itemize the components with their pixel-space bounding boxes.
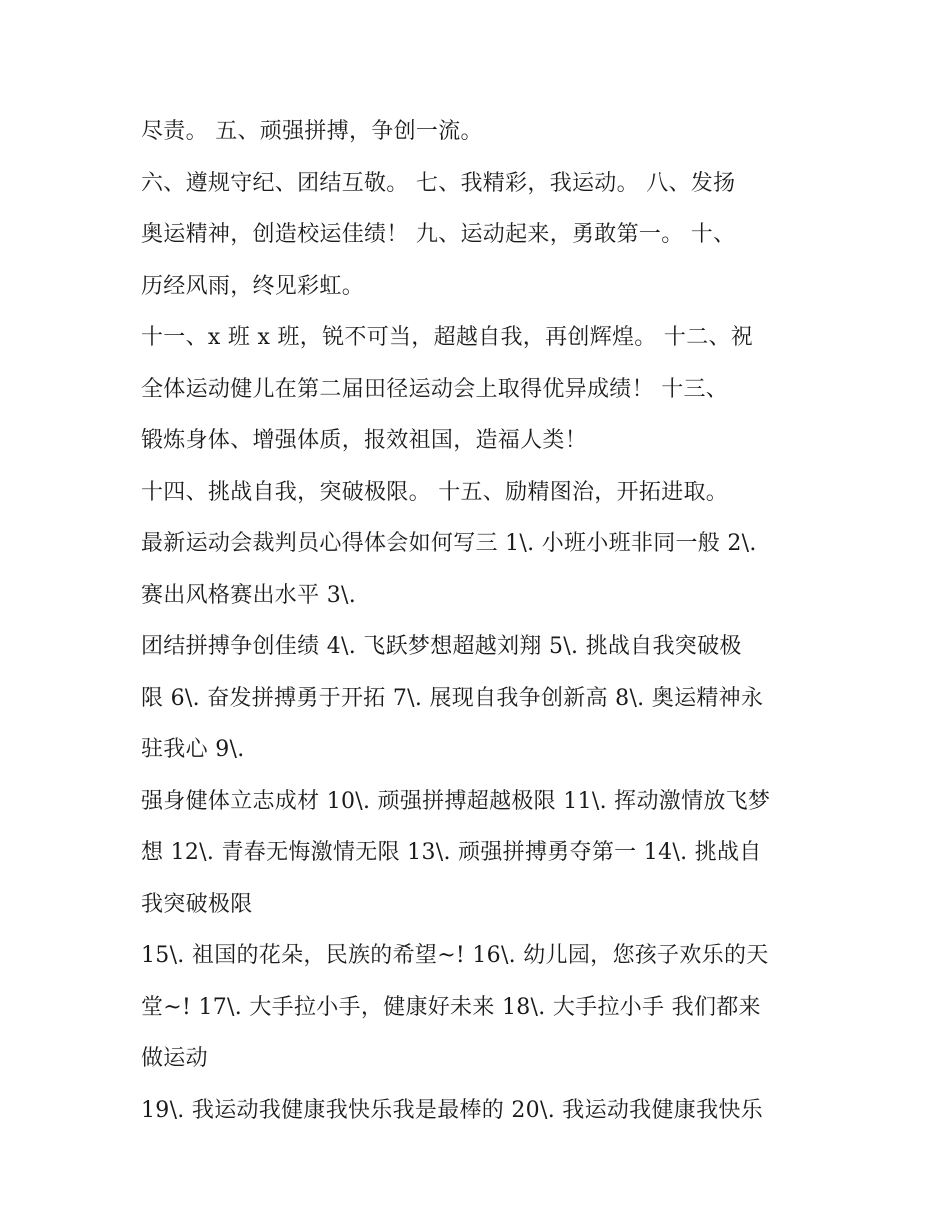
text-line: 赛出风格赛出水平 3\. [141,582,356,608]
text-line: 团结拼搏争创佳绩 4\. 飞跃梦想超越刘翔 5\. 挑战自我突破极 [141,634,742,659]
text-line: 十一、x 班 x 班，锐不可当，超越自我，再创辉煌。 十二、祝 [141,325,754,350]
text-line: 锻炼身体、增强体质，报效祖国，造福人类！ [141,428,588,453]
text-line: 堂~! 17\. 大手拉小手，健康好未来 18\. 大手拉小手 我们都来 [141,994,761,1020]
text-line: 19\. 我运动我健康我快乐我是最棒的 20\. 我运动我健康我快乐 [141,1097,763,1123]
text-line: 做运动 [141,1046,208,1071]
text-line: 驻我心 9\. [141,737,245,762]
text-line: 最新运动会裁判员心得体会如何写三 1\. 小班小班非同一般 2\. [141,531,757,556]
text-line: 十四、挑战自我，突破极限。 十五、励精图治，开拓进取。 [141,479,729,505]
text-line: 历经风雨，终见彩虹。 [141,273,365,299]
text-line: 想 12\. 青春无悔激情无限 13\. 顽强拼搏勇夺第一 14\. 挑战自 [141,840,762,865]
text-line: 奥运精神，创造校运佳绩！ 九、运动起来，勇敢第一。 十、 [141,222,736,247]
text-line: 限 6\. 奋发拼搏勇于开拓 7\. 展现自我争创新高 8\. 奥运精神永 [141,685,764,711]
text-line: 强身健体立志成材 10\. 顽强拼搏超越极限 11\. 挥动激情放飞梦 [141,788,771,814]
text-line: 我突破极限 [141,891,253,917]
text-line: 六、遵规守纪、团结互敬。 七、我精彩，我运动。 八、发扬 [141,170,736,196]
document-body [141,106,821,1136]
text-line: 全体运动健儿在第二届田径运动会上取得优异成绩！ 十三、 [141,376,729,402]
text-line: 尽责。 五、顽强拼搏，争创一流。 [141,119,483,144]
text-line: 15\. 祖国的花朵，民族的希望~! 16\. 幼儿园，您孩子欢乐的天 [141,943,769,968]
